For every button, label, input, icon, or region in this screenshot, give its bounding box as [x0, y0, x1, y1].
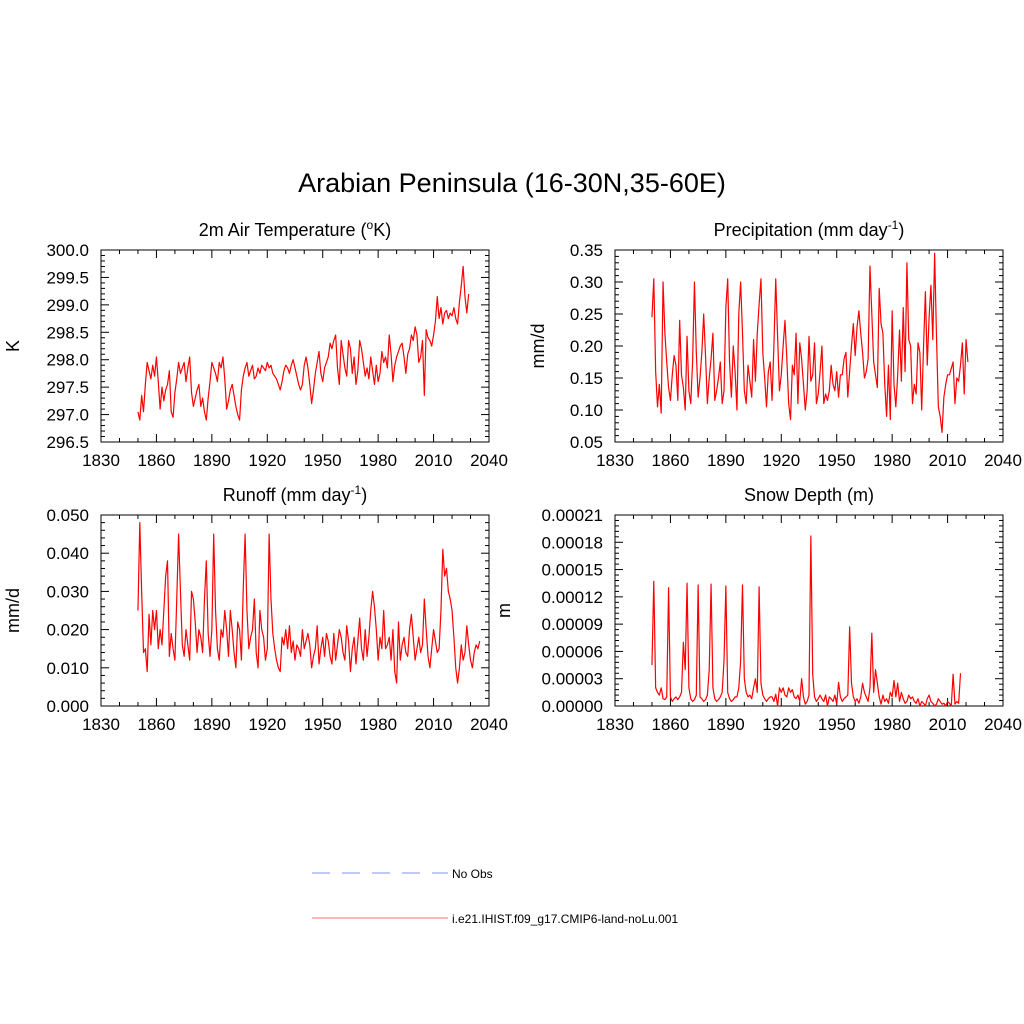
y-tick-label: 299.5: [46, 268, 89, 288]
y-tick-label: 0.00000: [541, 697, 603, 716]
y-tick-label: 0.30: [569, 273, 603, 292]
series-line: [138, 523, 480, 683]
y-tick-label: 298.5: [46, 323, 89, 343]
y-tick-label: 0.20: [569, 337, 603, 356]
y-tick-label: 0.00003: [541, 669, 603, 689]
y-tick-label: 298.0: [46, 350, 89, 370]
series-line: [652, 536, 961, 706]
x-tick-label: 1980: [359, 715, 398, 734]
x-tick-label: 1890: [706, 715, 745, 734]
y-tick-label: 0.040: [46, 544, 89, 564]
x-tick-label: 1950: [303, 715, 342, 734]
y-tick-label: 0.010: [46, 658, 89, 678]
x-tick-label: 1830: [82, 451, 120, 470]
y-axis-label: K: [3, 339, 23, 353]
y-tick-label: 296.5: [46, 433, 89, 452]
y-tick-label: 0.15: [569, 369, 603, 388]
y-axis-label: mm/d: [528, 323, 548, 369]
y-tick-label: 0.00021: [541, 506, 603, 525]
x-tick-label: 2010: [928, 715, 967, 734]
x-tick-label: 2040: [984, 715, 1022, 734]
y-tick-label: 0.00015: [541, 560, 603, 580]
y-tick-label: 0.020: [46, 620, 89, 640]
x-tick-label: 1920: [248, 451, 287, 470]
panel-title: 2m Air Temperature ($^o$K): [198, 218, 392, 240]
x-tick-label: 2010: [414, 715, 453, 734]
legend-label-2: i.e21.IHIST.f09_g17.CMIP6-land-noLu.001: [452, 912, 679, 926]
x-tick-label: 1980: [873, 715, 912, 734]
x-tick-label: 1950: [303, 451, 342, 470]
x-tick-label: 1980: [359, 451, 398, 470]
x-tick-label: 2010: [928, 451, 967, 470]
x-tick-label: 1920: [762, 451, 801, 470]
chart-panel-4: [494, 485, 1022, 734]
legend-label-1: No Obs: [452, 867, 493, 881]
x-tick-label: 2040: [984, 451, 1022, 470]
y-tick-label: 0.25: [569, 305, 603, 324]
y-axis-label: mm/d: [3, 588, 23, 633]
panel-title: Snow Depth (m): [743, 485, 875, 505]
x-tick-label: 1830: [596, 715, 634, 734]
x-tick-label: 1830: [596, 451, 634, 470]
x-tick-label: 1860: [651, 715, 690, 734]
y-tick-label: 0.00009: [541, 615, 603, 635]
y-tick-label: 0.000: [46, 697, 89, 716]
plot-frame: [101, 250, 489, 442]
y-tick-label: 300.0: [46, 241, 89, 260]
y-tick-label: 0.00018: [541, 533, 603, 553]
y-tick-label: 0.05: [569, 433, 603, 452]
y-tick-label: 0.10: [569, 401, 603, 420]
x-tick-label: 1980: [873, 451, 912, 470]
legend: [312, 867, 678, 926]
x-tick-label: 1950: [817, 715, 856, 734]
chart-panel-2: [528, 218, 1022, 470]
x-tick-label: 1890: [192, 715, 231, 734]
x-tick-label: 1950: [817, 451, 856, 470]
plot-frame: [101, 515, 489, 706]
x-tick-label: 1890: [192, 451, 231, 470]
x-tick-label: 1830: [82, 715, 120, 734]
y-tick-label: 0.35: [569, 241, 603, 260]
series-line: [652, 253, 968, 432]
x-tick-label: 1860: [651, 451, 690, 470]
series-line: [138, 266, 469, 420]
y-tick-label: 0.00012: [541, 587, 603, 607]
chart-panel-1: [3, 218, 508, 470]
x-tick-label: 2040: [470, 451, 508, 470]
chart-panels: [3, 218, 1022, 734]
x-tick-label: 1890: [706, 451, 745, 470]
x-tick-label: 1920: [248, 715, 287, 734]
x-tick-label: 1860: [137, 451, 176, 470]
x-tick-label: 1860: [137, 715, 176, 734]
y-tick-label: 297.0: [46, 405, 89, 425]
y-tick-label: 299.0: [46, 295, 89, 315]
y-tick-label: 0.00006: [541, 642, 603, 662]
panel-title: Runoff (mm day$^{-1}$): [222, 483, 368, 505]
y-tick-label: 297.5: [46, 378, 89, 398]
chart-panel-3: [3, 483, 508, 734]
y-tick-label: 0.030: [46, 582, 89, 602]
y-axis-label: m: [494, 603, 514, 618]
x-tick-label: 1920: [762, 715, 801, 734]
panel-title: Precipitation (mm day$^{-1}$): [713, 218, 905, 240]
x-tick-label: 2010: [414, 451, 453, 470]
x-tick-label: 2040: [470, 715, 508, 734]
figure-title: Arabian Peninsula (16-30N,35-60E): [298, 168, 726, 198]
y-tick-label: 0.050: [46, 506, 89, 525]
